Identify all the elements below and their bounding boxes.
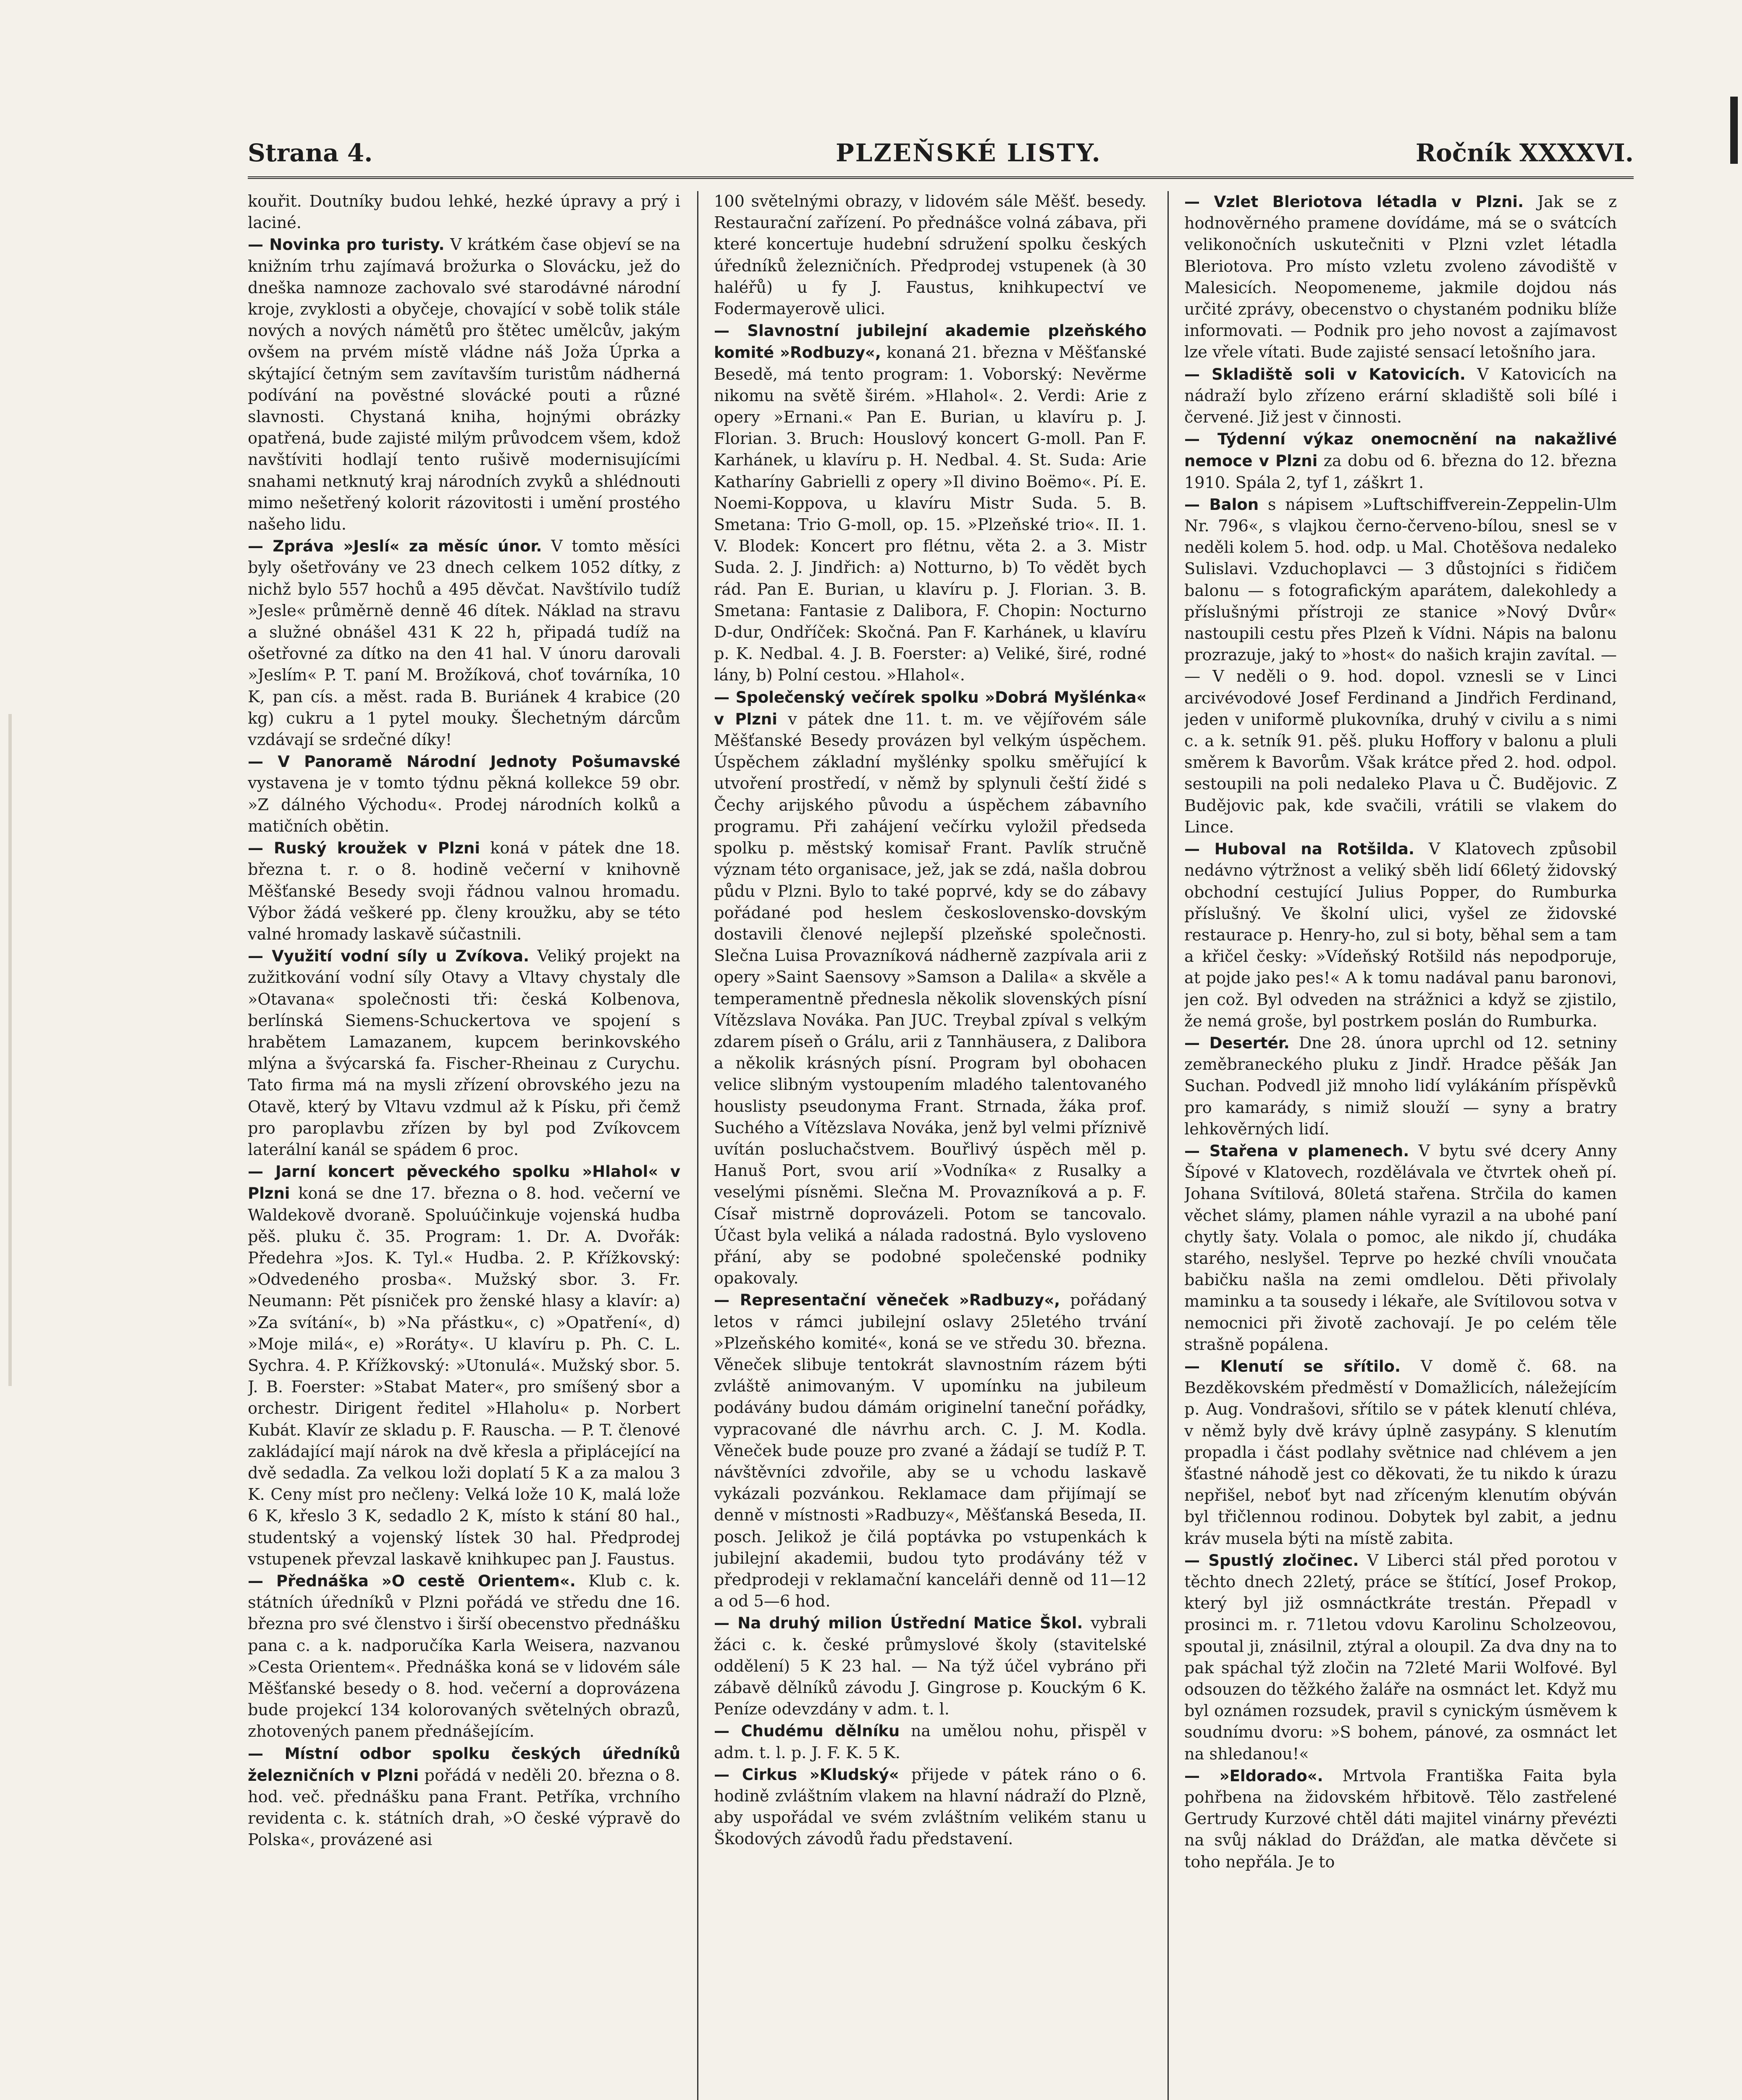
page-fold-shadow bbox=[8, 714, 12, 1386]
page-number: Strana 4. bbox=[248, 139, 373, 167]
article bbox=[1184, 1550, 1617, 1765]
page-edge-mark bbox=[1730, 97, 1738, 164]
article-heading: — Zpráva »Jeslí« za měsíc únor. bbox=[248, 537, 542, 556]
article-heading: — Společenský večírek spolku »Dobrá Myšlénka« v Plzni bbox=[714, 688, 1146, 728]
article bbox=[248, 1161, 680, 1570]
article-body: za dobu od 6. března do 12. března 1910. Spála 2, tyf 1, záškrt 1. bbox=[1184, 452, 1617, 492]
column-divider bbox=[697, 191, 698, 2100]
article-body: přijede v pátek ráno o 6. hodině zvláštním vlakem na hlavní nádraží do Plzně, aby uspořádal ve svém zvláštním velikém stanu u Škodových závodů řadu představení. bbox=[714, 1765, 1146, 1849]
article-body: 100 světelnými obrazy, v lidovém sále Měšť. besedy. Restaurační zařízení. Po přednášce volná zábava, při které koncertuje hudební sdružení spolku českých úředníků železničních. Předprodej vstupenek (à 30 haléřů) u fy J. Faustus, knihkupectví ve Fodermayerově ulici. bbox=[714, 192, 1146, 319]
article bbox=[714, 1289, 1146, 1612]
article bbox=[714, 320, 1146, 686]
article bbox=[1184, 1765, 1617, 1873]
article bbox=[248, 191, 680, 234]
article-body: konaná 21. března v Měšťanské Besedě, má tento program: 1. Voborský: Nevěrme nikomu na světě širém. »Hlahol«. 2. Verdi: Arie z opery »Ernani.« Pan E. Burian, u klavíru p. J. Florian. 3. Bruch: Houslový koncert G-moll. Pan F. Karhánek, u klavíru p. H. Nedbal. 4. St. Suda: Arie Katharíny Gabrielli z opery »Il divino Boëmo«. Pí. E. Noemi-Koppova, u klavíru Mistr Suda. 5. B. Smetana: Trio G-moll, op. 15. »Plzeňské trio«. II. 1. V. Blodek: Koncert pro flétnu, věta 2. a 3. Mistr Suda. 2. J. Jindřich: a) Notturno, b) To vědět bych rád. Pan E. Burian, u klavíru p. J. Florian. 3. B. Smetana: Fantasie z Dalibora, F. Chopin: Nocturno D-dur, Ondříček: Skočná. Pan F. Karhánek, u klavíru p. K. Nedbal. 4. J. B. Foerster: a) Veliké, širé, rodné lány, b) Polní cestou. »Hlahol«. bbox=[714, 344, 1146, 685]
article-body: vystavena je v tomto týdnu pěkná kollekce 59 obr. »Z dálného Východu«. Prodej národních kolků a matičních obětin. bbox=[248, 774, 680, 836]
article-body: V tomto měsíci byly ošetřovány ve 23 dnech celkem 1052 dítky, z nichž bylo 557 hochů a 495 děvčat. Navštívilo tudíž »Jesle« průměrně denně 46 dítek. Náklad na stravu a služné obnášel 431 K 22 h, připadá tudíž na ošetřovné za dítko na den 41 hal. V únoru darovali »Jeslím« P. T. paní M. Brožíková, choť továrníka, 10 K, pan cís. a měst. rada B. Buriánek 4 krabice (20 kg) cukru a 1 pytel mouky. Šlechetným dárcům vzdávají se srdečné díky! bbox=[248, 537, 680, 750]
article-heading: — Balon bbox=[1184, 495, 1259, 514]
text-column-1 bbox=[248, 191, 680, 2100]
article-body: v pátek dne 11. t. m. ve vějířovém sále Měšťanské Besedy provázen byl velkým úspěchem. Úspěchem základní myšlénky spolku směřující k utvoření prostředí, v němž by splynuli čeští židé s Čechy arijského původu a úspěchem zábavního programu. Při zahájení večírku vyložil předseda spolku p. městský komisař Frant. Pavlík stručně význam této organisace, jež, jak se zdá, našla dobrou půdu v Plzni. Bylo to také poprvé, kdy se do zábavy pořádané pod heslem československo-dovským dostavili členové nejlepší plzeňské společnosti. Slečna Luisa Provazníková nádherně zazpívala arii z opery »Saint Saensovy »Samson a Dalila« a skvěle a temperamentně přednesla několik slovenských písní Vítězslava Nováka. Pan JUC. Treybal zpíval s velkým zdarem píseň o Grálu, arii z Tannhäusera, z Dalibora a několik krásných písní. Program byl obohacen velice slibným vystoupením mladého talentovaného houslisty pseudonyma Frant. Strnada, žáka prof. Suchého a Vítězslava Nováka, jenž byl velmi příznivě uvítán posluchačstvem. Bouřlivý úspěch měl p. Hanuš Port, svou arií »Vodníka« z Rusalky a veselými písněmi. Slečna M. Provazníková a p. F. Císař mistrně doprovázeli. Potom se tancovalo. Účast byla veliká a nálada radostná. Bylo vysloveno přání, aby se podobné společenské podniky opakovaly. bbox=[714, 710, 1146, 1288]
article-body: vybrali žáci c. k. české průmyslové školy (stavitelské oddělení) 5 K 23 hal. — Na týž účel vybráno při zábavě dělníků závodu J. Gingrose p. Kouckým 6 K. Peníze odevzdány v adm. t. l. bbox=[714, 1614, 1146, 1719]
article bbox=[248, 234, 680, 536]
volume-number: Ročník XXXXVI. bbox=[1415, 139, 1634, 167]
article bbox=[1184, 1356, 1617, 1550]
article bbox=[1184, 428, 1617, 494]
article-heading: — Novinka pro turisty. bbox=[248, 236, 445, 254]
masthead-title: PLZEŇSKÉ LISTY. bbox=[836, 139, 1102, 167]
article-body: koná se dne 17. března o 8. hod. večerní ve Waldekově dvoraně. Spoluúčinkuje vojenská hudba pěš. pluku č. 35. Program: 1. Dr. A. Dvořák: Předehra »Jos. K. Tyl.« Hudba. 2. P. Křížkovský: »Odvedeného prosba«. Mužský sbor. 3. Fr. Neumann: Pět písniček pro ženské hlasy a klavír: a) »Za svítání«, b) »Na přástku«, c) »Opatření«, d) »Moje milá«, e) »Roráty«. U klavíru p. Ph. C. L. Sychra. 4. P. Křížkovský: »Utonulá«. Mužský sbor. 5. J. B. Foerster: »Stabat Mater«, pro smíšený sbor a orchestr. Dirigent ředitel »Hlaholu« p. Norbert Kubát. Klavír ze skladu p. F. Rauscha. — P. T. členové zakládající mají nárok na dvě křesla a připlácející na dvě sedadla. Za velkou loži doplatí 5 K a za malou 3 K. Ceny míst pro nečleny: Velká lože 10 K, malá lože 6 K, křeslo 3 K, sedadlo 2 K, místo k stání 80 hal., studentský a vojenský lístek 30 hal. Předprodej vstupenek převzal laskavě knihkupec pan J. Faustus. bbox=[248, 1184, 680, 1569]
article-body: V krátkém čase objeví se na knižním trhu zajímavá brožurka o Slovácku, jež do dneška namnoze zachovalo své starodávné národní kroje, zvyklosti a obyčeje, chovající v sobě tolik stále nových a nových námětů pro štětec umělcův, jakým ovšem na prvém místě vládne náš Joža Úprka a skýtající četným sem zavítavším turistům nádherná podívání na pověstné slovácké pouti a různé slavnosti. Chystaná kniha, hojnými obrázky opatřená, bude zajisté milým průvodcem všem, kdož navštíviti hodlají tento rušivě modernisujícími snahami netknutý kraj národních zvyků a shlédnouti mimo nešetřený kolorit rázovitosti i umění prostého našeho lidu. bbox=[248, 236, 680, 534]
article bbox=[714, 1720, 1146, 1764]
article bbox=[248, 837, 680, 945]
article-heading: — Na druhý milion Ústřední Matice Škol. bbox=[714, 1614, 1083, 1633]
article-body: V Liberci stál před porotou v těchto dnech 22letý, práce se štítící, Josef Prokop, který byl již osmnáctkráte trestán. Přepadl v prosinci m. r. 71letou vdovu Karolinu Scholzeovou, spoutal ji, znásilnil, ztýral a oloupil. Za dva dny na to pak spáchal týž zločin na 72leté Marii Wolfové. Byl odsouzen do těžkého žaláře na osmnáct let. Když mu byl oznámen rozsudek, pravil s cynickým úsměvem k soudnímu dvoru: »S bohem, pánové, za osmnáct let na shledanou!« bbox=[1184, 1551, 1617, 1764]
article-heading: — Chudému dělníku bbox=[714, 1722, 900, 1740]
article-body: V Klatovech způsobil nedávno výtržnost a veliký sběh lidí 66letý židovský obchodní cestující Julius Popper, do Rumburka příslušný. Ve školní ulici, vyšel ze židovské restaurace p. Henry-ho, zul si boty, běhal sem a tam a křičel česky: »Vídeňský Rotšild nás nepodporuje, at pojde jako pes!« A k tomu nadával panu baronovi, jen což. Byl odveden na strážnici a když se zjistilo, že nemá groše, byl postrkem poslán do Rumburka. bbox=[1184, 840, 1617, 1031]
article bbox=[1184, 364, 1617, 429]
article bbox=[1184, 494, 1617, 838]
article bbox=[248, 536, 680, 751]
article-body: Veliký projekt na zužitkování vodní síly Otavy a Vltavy chystaly dle »Otavana« společnosti tři: česká Kolbenova, berlínská Siemens-Schuckertova ve spojení s hrabětem Lamazanem, kupcem berinkovského mlýna a švýcarská fa. Fischer-Rheinau z Curychu. Tato firma má na mysli zřízení obrovského jezu na Otavě, který by Vltavu vzdmul až k Písku, při čemž pro paroplavbu zřízen by byl pod Zvíkovcem laterální kanál se spádem 6 proc. bbox=[248, 947, 680, 1159]
article-body: s nápisem »Luftschiffverein-Zeppelin-Ulm Nr. 796«, s vlajkou černo-červeno-bílou, snesl se v neděli kolem 5. hod. odp. u Mal. Chotěšova nedaleko Sulislavi. Vzduchoplavci — 3 důstojníci s řidičem balonu — s fotografickým aparátem, dalekohledy a příslušnými přístroji ze stanice »Nový Dvůr« nastoupili cestu přes Plzeň k Vídni. Nápis na balonu prozrazuje, jaký to »host« do našich krajin zavítal. — — V neděli o 9. hod. dopol. vznesli se v Linci arcivévodové Josef Ferdinand a Jindřich Ferdinand, jeden v uniformě plukovníka, druhý v civilu a s nimi c. a k. setník 91. pěš. pluku Hoffory v balonu a pluli směrem k Bavorům. Však krátce před 2. hod. odpol. sestoupili na poli nedaleko Plava u Č. Budějovic. Z Budějovic pak, kde svačili, vrátili se vlakem do Lince. bbox=[1184, 495, 1617, 837]
article bbox=[248, 945, 680, 1161]
article-heading: — Místní odbor spolku českých úředníků železničních v Plzni bbox=[248, 1744, 680, 1785]
article-heading: — Cirkus »Kludský« bbox=[714, 1765, 899, 1784]
article bbox=[714, 687, 1146, 1290]
article bbox=[248, 751, 680, 837]
column-divider bbox=[1167, 191, 1169, 2100]
page-header bbox=[248, 139, 1634, 172]
article-heading: — Huboval na Rotšilda. bbox=[1184, 840, 1414, 858]
article-heading: — Ruský kroužek v Plzni bbox=[248, 839, 480, 858]
article-body: na umělou nohu, přispěl v adm. t. l. p. J. F. K. 5 K. bbox=[714, 1722, 1146, 1762]
article-body: Mrtvola Františka Faita byla pohřbena na židovském hřbitově. Tělo zastřelené Gertrudy Kurzové chtěl dáti majitel vinárny převézti na svůj náklad do Drážďan, ale matka děvčete si toho nepřála. Je to bbox=[1184, 1767, 1617, 1872]
article bbox=[1184, 838, 1617, 1032]
article bbox=[248, 1570, 680, 1743]
article-body: Dne 28. února uprchl od 12. setniny zeměbraneckého pluku z Jindř. Hradce pěšák Jan Suchan. Podvedl již mnoho lidí vylákáním příspěvků pro kamarády, s nimiž slouží — syny a bratry lehkověrných lidí. bbox=[1184, 1034, 1617, 1139]
article bbox=[248, 1743, 680, 1851]
article-body: kouřit. Doutníky budou lehké, hezké úpravy a prý i laciné. bbox=[248, 192, 680, 233]
article-heading: — Jarní koncert pěveckého spolku »Hlahol« v Plzni bbox=[248, 1163, 680, 1203]
article-heading: — Representační věneček »Radbuzy«, bbox=[714, 1291, 1060, 1310]
article-heading: — Přednáška »O cestě Orientem«. bbox=[248, 1572, 576, 1590]
article-heading: — Klenutí se sřítilo. bbox=[1184, 1357, 1401, 1376]
article bbox=[1184, 1032, 1617, 1140]
article-heading: — Desertér. bbox=[1184, 1034, 1290, 1052]
article-body: Jak se z hodnověrného pramene dovídáme, má se o svátcích velikonočních uskutečniti v Plzni vzlet létadla Bleriotova. Pro místo vzletu zvoleno závodiště v Malesicích. Neopomeneme, jakmile dojdou nás určité zprávy, obecenstvo o chystaném podniku blíže informovati. — Podnik pro jeho novost a zajímavost lze vřele vítati. Bude zajisté sensací letošního jara. bbox=[1184, 193, 1617, 362]
article-body: V Katovicích na nádraží bylo zřízeno erární skladiště soli bílé i červené. Již jest v činnosti. bbox=[1184, 365, 1617, 427]
article-heading: — Spustlý zločinec. bbox=[1184, 1551, 1359, 1570]
article bbox=[1184, 191, 1617, 364]
article bbox=[714, 1612, 1146, 1720]
article-heading: — Vzlet Bleriotova létadla v Plzni. bbox=[1184, 193, 1524, 211]
article-body: V domě č. 68. na Bezděkovském předměstí v Domažlicích, náležejícím p. Aug. Vondrašovi, sřítilo se v pátek klenutí chléva, v němž byly dvě krávy úplně zasypány. S klenutím propadla i část podlahy světnice nad chlévem a jen šťastné náhodě jest co děkovati, že tu nikdo k úrazu nepřišel, neboť byt nad zříceným klenutím obýván byl třičlennou rodinou. Dobytek byl zabit, a jednu kráv musela býti na místě zabita. bbox=[1184, 1357, 1617, 1548]
article-body: V bytu své dcery Anny Šípové v Klatovech, rozdělávala ve čtvrtek oheň pí. Johana Svítilová, 80letá stařena. Strčila do kamen věchet slámy, plamen náhle vyrazil a na ubohé paní chytly šaty. Volala o pomoc, ale nikdo jí, chudáka starého, neslyšel. Teprve po hezké chvíli vnoučata babičku našla na zemi omdlelou. Děti přivolaly maminku a ta sousedy i lékaře, ale Svítilovou sotva v nemocnici při životě zachovají. Je po celém těle strašně popálena. bbox=[1184, 1142, 1617, 1354]
article-heading: — Slavnostní jubilejní akademie plzeňského komité »Rodbuzy«, bbox=[714, 322, 1146, 362]
article-heading: — »Eldorado«. bbox=[1184, 1767, 1323, 1785]
article-heading: — Skladiště soli v Katovicích. bbox=[1184, 365, 1466, 383]
article bbox=[714, 1764, 1146, 1851]
header-rule bbox=[248, 176, 1634, 179]
article-heading: — Stařena v plamenech. bbox=[1184, 1142, 1409, 1160]
text-column-2 bbox=[714, 191, 1146, 2100]
article-body: koná v pátek dne 18. března t. r. o 8. hodině večerní v knihovně Měšťanské Besedy svoji řádnou valnou hromadu. Výbor žádá veškeré pp. členy kroužku, aby se této valné hromady laskavě súčastnili. bbox=[248, 839, 680, 944]
text-column-3 bbox=[1184, 191, 1617, 2100]
article-heading: — Využití vodní síly u Zvíkova. bbox=[248, 947, 530, 966]
article-body: Klub c. k. státních úředníků v Plzni pořádá ve středu dne 16. března pro své členstvo i širší obecenstvo přednášku pana c. a k. nadporučíka Karla Weisera, nazvanou »Cesta Orientem«. Přednáška koná se v lidovém sále Měšťanské besedy o 8. hod. večerní a doprovázena bude projekcí 134 kolorovaných světelných obrazů, zhotovených panem přednášejícím. bbox=[248, 1572, 680, 1741]
article bbox=[714, 191, 1146, 320]
article-heading: — V Panoramě Národní Jednoty Pošumavské bbox=[248, 753, 680, 771]
article-body: pořádá v neděli 20. března o 8. hod. več. přednášku pana Frant. Petříka, vrchního revidenta c. k. státních drah, »O české výpravě do Polska«, provázené asi bbox=[248, 1766, 680, 1850]
article-heading: — Týdenní výkaz onemocnění na nakažlivé nemoce v Plzni bbox=[1184, 430, 1617, 470]
article-body: pořádaný letos v rámci jubilejní oslavy 25letého trvání »Plzeňského komité«, koná se ve středu 30. března. Věneček slibuje tentokrát slavnostním rázem býti zvláště animovaným. V upomínku na jubileum podávány budou dámám originelní taneční pořádky, vypracované dle návrhu arch. C. J. M. Kodla. Věneček bude pouze pro zvané a žádají se tudíž P. T. návštěvníci zdvořile, aby se u vchodu laskavě vykázali pozvánkou. Reklamace dam přijímají se denně v místnosti »Radbuzy«, Měšťanská Beseda, II. posch. Jelikož je čilá poptávka po vstupenkách k jubilejní akademii, budou tyto prodávány též v předprodeji v reklamační kanceláři denně od 11—12 a od 5—6 hod. bbox=[714, 1291, 1146, 1611]
article bbox=[1184, 1140, 1617, 1356]
